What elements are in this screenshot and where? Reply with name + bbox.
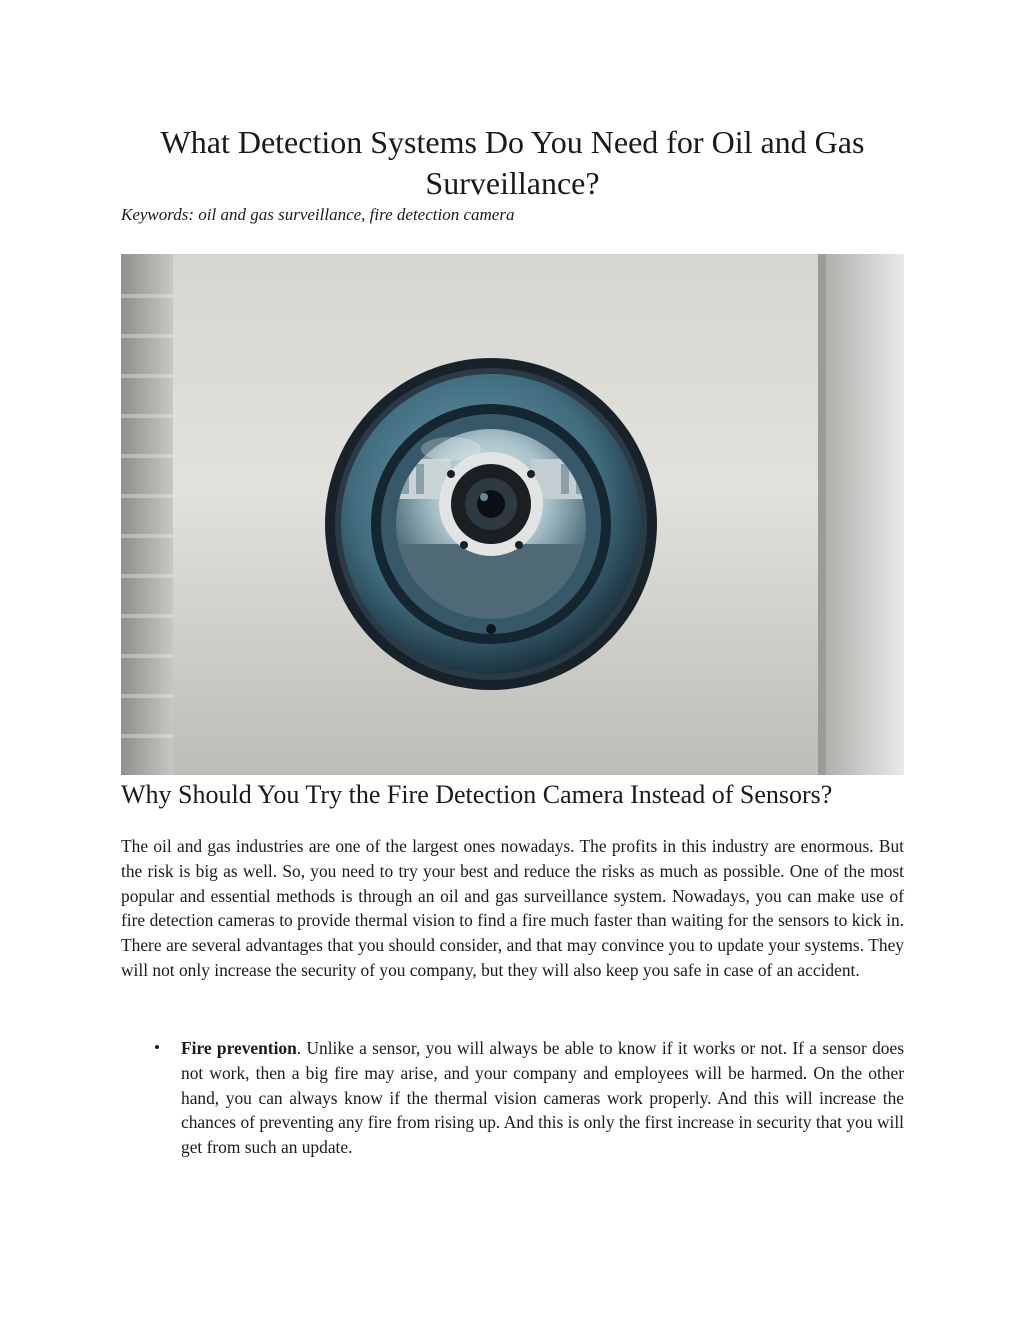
document-title: What Detection Systems Do You Need for Oil and Gas Surveillance?: [160, 124, 865, 201]
keywords-line: Keywords: oil and gas surveillance, fire detection camera: [121, 205, 515, 224]
intro-paragraph: The oil and gas industries are one of the largest ones nowadays. The profits in this industry are enormous. But the risk is big as well. So, you need to try your best and reduce the risks as much as possible. One of the most popular and essential methods is through an oil and gas surveillance system. Nowadays, you can make use of fire detection cameras to provide thermal vision to find a fire much faster than waiting for the sensors to kick in. There are several advantages that you should consider, and that may convince you to update your systems. They will not only increase the security of you company, but they will also keep you safe in case of an accident.: [121, 836, 904, 980]
bullet-text: . Unlike a sensor, you will always be able to know if it works or not. If a sensor does not work, then a big fire may arise, and your company and employees will be harmed. On the other hand, you can always know if the thermal vision cameras work properly. And this will increase the chances of preventing any fire from rising up. And this is only the first increase in security that you will get from such an update.: [181, 1038, 904, 1158]
bullet-term: Fire prevention: [181, 1038, 297, 1058]
section-heading: Why Should You Try the Fire Detection Camera Instead of Sensors?: [121, 780, 833, 809]
bullet-icon: •: [154, 1038, 160, 1057]
security-camera-photo: [121, 254, 904, 775]
advantages-list: [121, 1036, 904, 1160]
list-item: [121, 1036, 904, 1160]
